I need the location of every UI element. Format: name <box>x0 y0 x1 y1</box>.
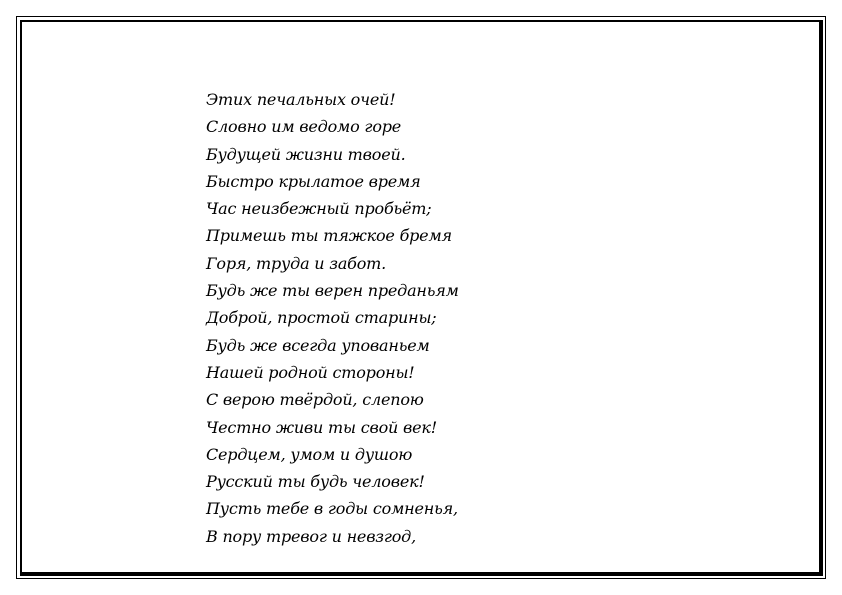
poem-line: Сердцем, умом и душою <box>206 444 413 464</box>
poem-line: Доброй, простой старины; <box>206 308 437 328</box>
poem-line: Час неизбежный пробьёт; <box>206 199 432 219</box>
poem-line: Честно живи ты свой век! <box>206 417 437 437</box>
poem-line: Быстро крылатое время <box>206 171 421 191</box>
poem-line: Горя, труда и забот. <box>206 253 387 273</box>
poem-line: Будь же ты верен преданьям <box>206 281 459 301</box>
poem-line: В пору тревог и невзгод, <box>206 526 416 546</box>
poem-line: Этих печальных очей! <box>206 90 396 109</box>
poem-text <box>206 86 459 550</box>
poem-line: Будь же всегда упованьем <box>206 335 430 355</box>
poem-line: Русский ты будь человек! <box>206 472 425 492</box>
poem-line: Нашей родной стороны! <box>206 362 415 382</box>
poem-line: Пусть тебе в годы сомненья, <box>206 499 458 519</box>
poem-line: Словно им ведомо горе <box>206 117 402 137</box>
poem-line: Примешь ты тяжкое бремя <box>206 226 452 246</box>
poem-line: С верою твёрдой, слепою <box>206 390 424 410</box>
poem-line: Будущей жизни твоей. <box>206 144 406 164</box>
